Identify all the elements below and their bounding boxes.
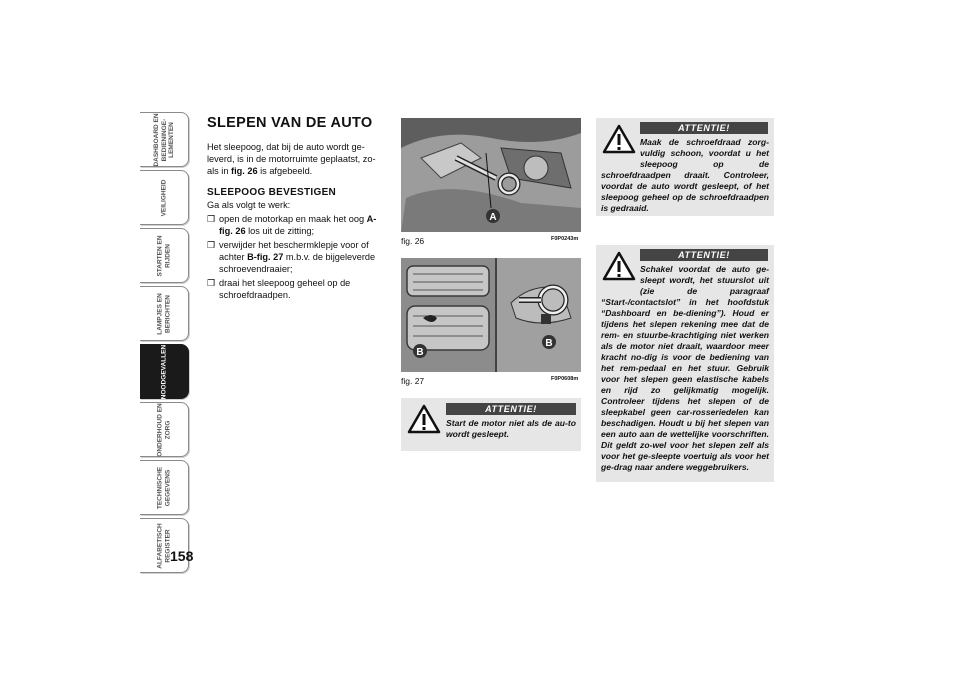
checkbox-bullet-icon: ❒	[207, 240, 216, 250]
warning-text-body: Maak de schroefdraad zorg-vuldig schoon, voordat u het sleepoog op de schroefdraadpen draait. Controleer, voordat de auto wordt gesleept, of het sleepoog geheel op de schroefdraadpen is gedraaid.	[601, 137, 769, 213]
list-item	[207, 213, 385, 237]
tab-veiligheid[interactable]	[140, 170, 189, 225]
steps-list	[207, 213, 385, 301]
warning-text	[601, 264, 769, 473]
steps-intro: Ga als volgt te werk:	[207, 200, 291, 210]
tab-label: ALFABETISCH REGISTER	[156, 522, 171, 569]
tab-label: VEILIGHEID	[160, 179, 168, 216]
warning-box-thread	[596, 118, 774, 216]
text-indent	[601, 137, 640, 167]
warning-text-body: Schakel voordat de auto ge-sleept wordt, het stuurslot uit (zie de paragraaf “Start-/contactslot” in het hoofdstuk “Dashboard en be-diening”). Houd er tijdens het slepen rekening mee dat de rem- en stuurbe-krachtiging niet werken als de motor niet draait, waardoor meer kracht no-dig is voor de bediening van het rem-pedaal en het stuur. Gebruik voor het slepen geen elastische kabels en rijd zo gelijkmatig mogelijk. Controleer tijdens het slepen of de sleepkabel geen car-rosseriedelen kan beschadigen. Houdt u bij het slepen van een auto aan de wettelijke voorschriften. Dit geldt zo-wel voor het slepen zelf als voor het ge-sleepte voertuig als voor het ge-drag naar andere weggebruikers.	[601, 264, 769, 472]
figure-code: F0P0608m	[551, 376, 579, 382]
intro-text: Het sleepoog, dat bij de auto wordt ge-leverd, is in de motorruimte geplaatst, zo-als in	[207, 142, 376, 176]
figure-ref: A-fig. 26	[219, 214, 377, 236]
figure-ref: B-fig. 27	[247, 252, 284, 262]
chapter-tabs	[140, 112, 192, 576]
tab-technische[interactable]	[140, 460, 189, 515]
subheading: SLEEPOOG BEVESTIGEN	[207, 187, 337, 198]
engine-bay-illustration	[401, 118, 581, 232]
callout-a: A	[489, 212, 497, 223]
main-text-column	[207, 115, 385, 303]
figure-code: F0P0243m	[551, 236, 579, 242]
step-text: open de motorkap en maak het oog	[219, 214, 367, 224]
intro-paragraph	[207, 141, 385, 177]
tab-dashboard[interactable]	[140, 112, 189, 167]
warning-text	[601, 137, 769, 214]
warning-box-steering	[596, 245, 774, 482]
tab-noodgevallen[interactable]	[140, 344, 189, 399]
warning-triangle-icon	[407, 404, 441, 434]
figure-27-bumper	[401, 258, 581, 372]
warning-header: ATTENTIE!	[640, 249, 768, 261]
tab-label: DASHBOARD EN BEDIENINGE- LEMENTEN	[152, 112, 175, 167]
checkbox-bullet-icon: ❒	[207, 278, 216, 288]
tab-label: ONDERHOUD EN ZORG	[156, 402, 171, 457]
warning-header: ATTENTIE!	[446, 403, 576, 415]
list-item	[207, 239, 385, 275]
list-item	[207, 277, 385, 301]
warning-text: Start de motor niet als de au-to wordt gesleept.	[446, 418, 576, 439]
tab-label: LAMPJES EN BERICHTEN	[156, 292, 171, 335]
step-text: verwijder het beschermklepje voor of achter	[219, 240, 369, 262]
tab-label: STARTEN EN RIJDEN	[156, 234, 171, 277]
tab-starten[interactable]	[140, 228, 189, 283]
section-title: SLEPEN VAN DE AUTO	[207, 115, 373, 131]
figure-caption: fig. 27	[401, 376, 425, 386]
checkbox-bullet-icon: ❒	[207, 214, 216, 224]
figure-26-engine-bay	[401, 118, 581, 232]
page-number: 158	[170, 548, 194, 564]
step-text: m.b.v. de bijgeleverde schroevendraaier;	[219, 252, 376, 274]
tab-register[interactable]	[140, 518, 189, 573]
tab-label: TECHNISCHE GEGEVENS	[156, 466, 171, 509]
figure-caption: fig. 26	[401, 236, 425, 246]
figure-ref: fig. 26	[231, 166, 258, 176]
callout-b-front: B	[416, 347, 424, 358]
step-text: los uit de zitting;	[245, 226, 314, 236]
tab-onderhoud[interactable]	[140, 402, 189, 457]
bumper-illustration	[401, 258, 581, 372]
warning-header: ATTENTIE!	[640, 122, 768, 134]
text-indent	[601, 264, 640, 294]
intro-text: is afgebeeld.	[257, 166, 313, 176]
tab-label: NOODGEVALLEN	[160, 344, 168, 399]
callout-b-rear: B	[545, 338, 553, 349]
step-text: draai het sleepoog geheel op de schroefdraadpen.	[219, 278, 351, 300]
tab-lampjes[interactable]	[140, 286, 189, 341]
warning-box-engine	[401, 398, 581, 451]
